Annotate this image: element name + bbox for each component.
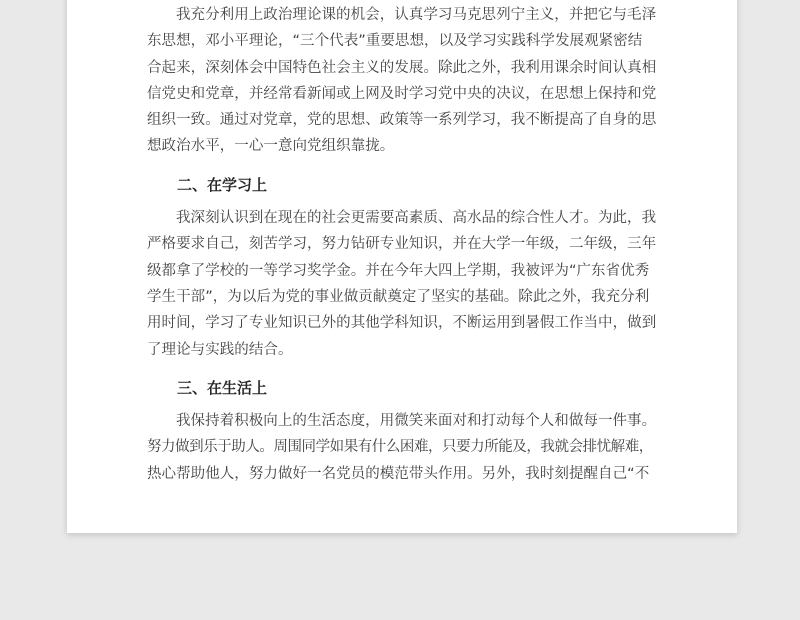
text-line: 我充分利用上政治理论课的机会，认真学习马克思列宁主义，并把它与毛泽 (176, 7, 657, 23)
paragraph (147, 408, 659, 487)
text-line: 组织一致。通过对党章，党的思想、政策等一系列学习，我不断提高了自身的思 (147, 112, 657, 129)
text-line: 信党史和党章，并经常看新闻或上网及时学习党中央的决议，在思想上保持和党 (147, 85, 657, 102)
text-line: 我深刻认识到在现在的社会更需要高素质、高水品的综合性人才。为此，我 (176, 210, 657, 227)
text-line: 东思想，邓小平理论，“三个代表”重要思想，以及学习实践科学发展观紧密结 (147, 33, 643, 50)
text-line: 努力做到乐于助人。周围同学如果有什么困难，只要力所能及，我就会排忧解难， (147, 439, 653, 456)
text-line: 严格要求自己，刻苦学习，努力钻研专业知识，并在大学一年级，二年级，三年 (147, 236, 657, 253)
text-line: 了理论与实践的结合。 (147, 341, 293, 358)
text-line: 我保持着积极向上的生活态度，用微笑来面对和打动每个人和做每一件事。 (176, 413, 657, 430)
paragraph (147, 2, 659, 160)
text-line: 用时间，学习了专业知识已外的其他学科知识，不断运用到暑假工作当中，做到 (147, 315, 657, 332)
section-heading: 三、在生活上 (177, 378, 268, 397)
text-line: 热心帮助他人，努力做好一名党员的模范带头作用。另外，我时刻提醒自己“不 (147, 465, 650, 482)
document-page (67, 0, 737, 533)
text-line: 合起来，深刻体会中国特色社会主义的发展。除此之外，我利用课余时间认真相 (147, 59, 657, 76)
paragraph (147, 205, 659, 363)
document-content (147, 2, 659, 487)
text-line: 想政治水平，一心一意向党组织靠拢。 (147, 138, 395, 155)
text-line: 学生干部”，为以后为党的事业做贡献奠定了坚实的基础。除此之外，我充分利 (147, 288, 650, 305)
section-heading: 二、在学习上 (177, 175, 268, 194)
text-line: 级都拿了学校的一等学习奖学金。并在今年大四上学期，我被评为“广东省优秀 (147, 262, 650, 279)
